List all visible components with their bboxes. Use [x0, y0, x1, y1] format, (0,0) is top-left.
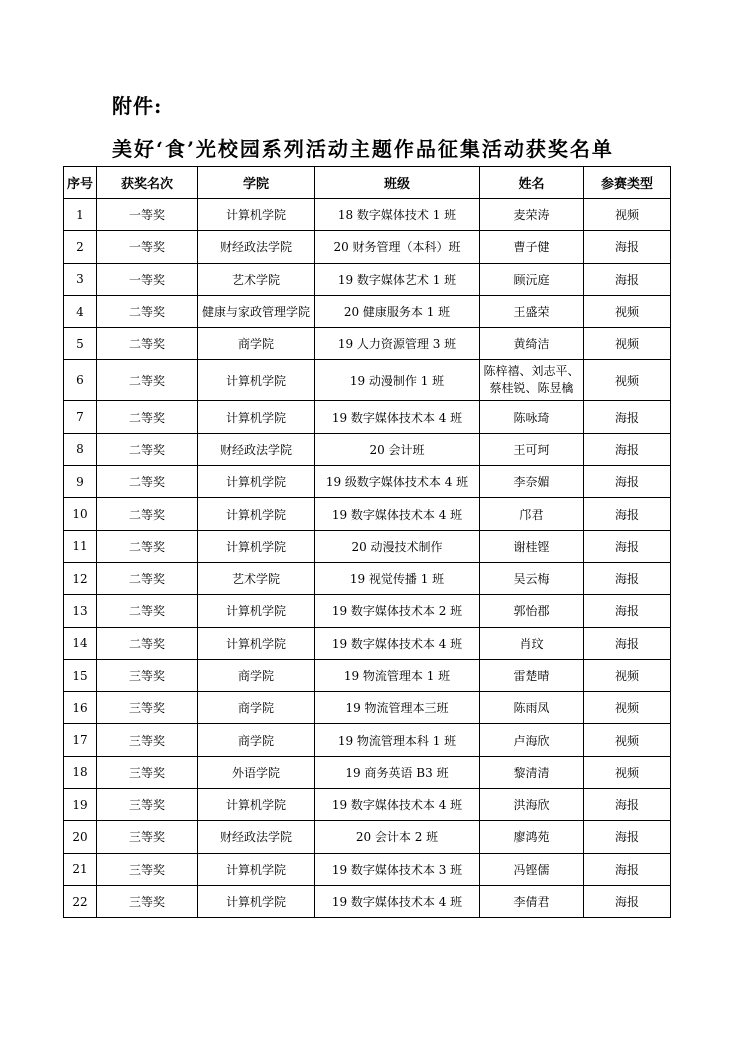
table-row	[64, 627, 671, 659]
column-header-class: 班级	[315, 167, 480, 199]
cell-name: 李奈媚	[480, 466, 584, 498]
column-header-college: 学院	[198, 167, 315, 199]
cell-name: 洪海欣	[480, 789, 584, 821]
cell-class: 19 数字媒体技术本 4 班	[315, 885, 480, 917]
cell-name: 陈雨凤	[480, 692, 584, 724]
cell-college: 计算机学院	[198, 360, 315, 401]
cell-number: 21	[64, 853, 97, 885]
table-row	[64, 199, 671, 231]
cell-college: 计算机学院	[198, 885, 315, 917]
cell-type: 海报	[584, 433, 671, 465]
cell-name	[480, 360, 584, 401]
table-row	[64, 433, 671, 465]
column-header-type: 参赛类型	[584, 167, 671, 199]
cell-college: 艺术学院	[198, 562, 315, 594]
cell-number: 20	[64, 821, 97, 853]
cell-number: 9	[64, 466, 97, 498]
cell-number: 19	[64, 789, 97, 821]
table-row	[64, 789, 671, 821]
cell-class: 20 会计班	[315, 433, 480, 465]
cell-rank: 三等奖	[97, 885, 198, 917]
table-row	[64, 360, 671, 401]
cell-number: 5	[64, 328, 97, 360]
cell-class: 19 数字媒体艺术 1 班	[315, 263, 480, 295]
cell-number: 2	[64, 231, 97, 263]
cell-type: 视频	[584, 659, 671, 691]
cell-type: 海报	[584, 885, 671, 917]
cell-type: 视频	[584, 724, 671, 756]
cell-class: 19 数字媒体技术本 4 班	[315, 627, 480, 659]
cell-type: 视频	[584, 756, 671, 788]
cell-class: 19 数字媒体技术本 4 班	[315, 789, 480, 821]
cell-college: 计算机学院	[198, 627, 315, 659]
table-row	[64, 263, 671, 295]
cell-class: 19 动漫制作 1 班	[315, 360, 480, 401]
table-row	[64, 328, 671, 360]
cell-number: 3	[64, 263, 97, 295]
cell-number: 13	[64, 595, 97, 627]
cell-number: 6	[64, 360, 97, 401]
document-title: 美好‘食’光校园系列活动主题作品征集活动获奖名单	[112, 137, 614, 161]
cell-number: 22	[64, 885, 97, 917]
cell-type: 海报	[584, 562, 671, 594]
column-header-rank: 获奖名次	[97, 167, 198, 199]
awards-table	[63, 166, 671, 918]
attachment-label: 附件:	[112, 94, 163, 118]
cell-class: 19 商务英语 B3 班	[315, 756, 480, 788]
cell-rank: 二等奖	[97, 466, 198, 498]
cell-college: 计算机学院	[198, 466, 315, 498]
table-row	[64, 401, 671, 433]
cell-college: 计算机学院	[198, 199, 315, 231]
cell-college: 商学院	[198, 328, 315, 360]
table-row	[64, 659, 671, 691]
table-row	[64, 562, 671, 594]
cell-name: 王可珂	[480, 433, 584, 465]
table-row	[64, 756, 671, 788]
cell-rank: 三等奖	[97, 789, 198, 821]
cell-rank: 二等奖	[97, 401, 198, 433]
cell-rank: 三等奖	[97, 724, 198, 756]
cell-name: 冯铿儒	[480, 853, 584, 885]
cell-name: 廖鸿苑	[480, 821, 584, 853]
cell-name: 郭怡郡	[480, 595, 584, 627]
cell-college: 商学院	[198, 724, 315, 756]
cell-class: 18 数字媒体技术 1 班	[315, 199, 480, 231]
cell-number: 15	[64, 659, 97, 691]
cell-number: 12	[64, 562, 97, 594]
cell-type: 视频	[584, 360, 671, 401]
cell-class: 19 级数字媒体技术本 4 班	[315, 466, 480, 498]
cell-rank: 一等奖	[97, 199, 198, 231]
cell-rank: 一等奖	[97, 231, 198, 263]
cell-class: 19 物流管理本科 1 班	[315, 724, 480, 756]
cell-class: 19 数字媒体技术本 3 班	[315, 853, 480, 885]
cell-class: 20 会计本 2 班	[315, 821, 480, 853]
cell-college: 财经政法学院	[198, 433, 315, 465]
cell-rank: 二等奖	[97, 360, 198, 401]
cell-rank: 二等奖	[97, 627, 198, 659]
table-row	[64, 724, 671, 756]
cell-type: 海报	[584, 263, 671, 295]
cell-number: 8	[64, 433, 97, 465]
cell-name-line-1: 陈梓禧、刘志平、	[483, 364, 580, 379]
table-row	[64, 530, 671, 562]
cell-class: 19 物流管理本 1 班	[315, 659, 480, 691]
cell-number: 14	[64, 627, 97, 659]
column-header-name: 姓名	[480, 167, 584, 199]
cell-type: 海报	[584, 595, 671, 627]
cell-type: 视频	[584, 295, 671, 327]
cell-name: 曹子健	[480, 231, 584, 263]
cell-college: 外语学院	[198, 756, 315, 788]
cell-type: 海报	[584, 498, 671, 530]
cell-rank: 二等奖	[97, 433, 198, 465]
cell-type: 海报	[584, 789, 671, 821]
table-row	[64, 885, 671, 917]
table-row	[64, 466, 671, 498]
table-row	[64, 692, 671, 724]
cell-name: 黄绮洁	[480, 328, 584, 360]
cell-number: 1	[64, 199, 97, 231]
cell-type: 海报	[584, 466, 671, 498]
cell-rank: 一等奖	[97, 263, 198, 295]
cell-name: 黎清清	[480, 756, 584, 788]
cell-name: 肖玟	[480, 627, 584, 659]
cell-class: 19 数字媒体技术本 4 班	[315, 498, 480, 530]
cell-college: 计算机学院	[198, 789, 315, 821]
cell-name: 陈咏琦	[480, 401, 584, 433]
cell-class: 20 动漫技术制作	[315, 530, 480, 562]
cell-name: 王盛荣	[480, 295, 584, 327]
cell-rank: 二等奖	[97, 498, 198, 530]
cell-type: 海报	[584, 530, 671, 562]
cell-name: 顾沅庭	[480, 263, 584, 295]
cell-rank: 二等奖	[97, 295, 198, 327]
cell-rank: 二等奖	[97, 562, 198, 594]
cell-type: 海报	[584, 821, 671, 853]
cell-rank: 三等奖	[97, 853, 198, 885]
cell-name-line-2: 蔡桂锐、陈昱檎	[489, 381, 574, 396]
cell-number: 18	[64, 756, 97, 788]
cell-type: 海报	[584, 401, 671, 433]
cell-name: 李倩君	[480, 885, 584, 917]
cell-rank: 三等奖	[97, 756, 198, 788]
cell-college: 计算机学院	[198, 853, 315, 885]
cell-number: 4	[64, 295, 97, 327]
cell-type: 视频	[584, 328, 671, 360]
cell-type: 海报	[584, 231, 671, 263]
cell-name: 谢桂铿	[480, 530, 584, 562]
cell-college: 财经政法学院	[198, 821, 315, 853]
cell-name: 麦荣涛	[480, 199, 584, 231]
cell-rank: 三等奖	[97, 821, 198, 853]
cell-college: 计算机学院	[198, 401, 315, 433]
cell-name: 雷楚晴	[480, 659, 584, 691]
cell-college: 计算机学院	[198, 530, 315, 562]
cell-college: 商学院	[198, 659, 315, 691]
cell-number: 16	[64, 692, 97, 724]
column-header-number: 序号	[64, 167, 97, 199]
cell-number: 7	[64, 401, 97, 433]
cell-number: 10	[64, 498, 97, 530]
cell-rank: 二等奖	[97, 595, 198, 627]
cell-college: 计算机学院	[198, 498, 315, 530]
cell-college: 财经政法学院	[198, 231, 315, 263]
table-header-row	[64, 167, 671, 199]
cell-class: 19 物流管理本三班	[315, 692, 480, 724]
cell-class: 20 健康服务本 1 班	[315, 295, 480, 327]
table-row	[64, 498, 671, 530]
cell-college: 健康与家政管理学院	[198, 295, 315, 327]
cell-class: 19 人力资源管理 3 班	[315, 328, 480, 360]
cell-type: 海报	[584, 627, 671, 659]
cell-type: 视频	[584, 199, 671, 231]
table-row	[64, 821, 671, 853]
cell-rank: 三等奖	[97, 692, 198, 724]
table-row	[64, 295, 671, 327]
cell-class: 19 数字媒体技术本 4 班	[315, 401, 480, 433]
cell-type: 海报	[584, 853, 671, 885]
cell-number: 11	[64, 530, 97, 562]
cell-rank: 二等奖	[97, 530, 198, 562]
table-row	[64, 231, 671, 263]
cell-college: 商学院	[198, 692, 315, 724]
cell-rank: 二等奖	[97, 328, 198, 360]
cell-number: 17	[64, 724, 97, 756]
cell-type: 视频	[584, 692, 671, 724]
cell-name: 卢海欣	[480, 724, 584, 756]
cell-rank: 三等奖	[97, 659, 198, 691]
cell-class: 20 财务管理（本科）班	[315, 231, 480, 263]
cell-class: 19 数字媒体技术本 2 班	[315, 595, 480, 627]
cell-college: 计算机学院	[198, 595, 315, 627]
cell-name: 邝君	[480, 498, 584, 530]
cell-class: 19 视觉传播 1 班	[315, 562, 480, 594]
cell-name: 吴云梅	[480, 562, 584, 594]
cell-college: 艺术学院	[198, 263, 315, 295]
table-row	[64, 595, 671, 627]
table-row	[64, 853, 671, 885]
